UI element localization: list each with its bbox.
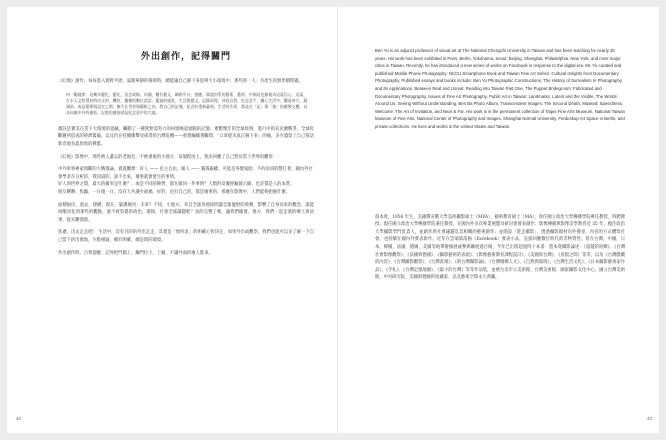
list-item: 好人與世界之間，最大的衝突是什麼？；或是不同的陣營，都在做同一件事情？人類的反覆經驗啟示錄，也許都是人的本質。: [58, 182, 295, 188]
book-spread: [7, 7, 659, 433]
observation-list: [58, 166, 314, 196]
paragraph-3: 面積兩岸，過去，建構；現在，築護城河；未來？不知，小地方，來自全球各地探問靈急緊盤射的飛彈，影響了自身而來的觀念，誰能叫醒同化到那些的觀點，過不被察覺的政治，環保，社會全球議題呢？真的完整了嗎，讓我們確實，地方，我們一起走過的鄉土與故事，從未離開過。: [58, 202, 314, 223]
paragraph-1: 遷該是審美在當下大環境的遮蔽，觸動了一種愛無需努力的回憶喚起頭腦的記憶；連繫幾年的全球疫情，進行中的烏克蘭戰爭，全球化斷鏈所造成的經濟緊縮，以及仍在持續衝擊受威脅的台灣危機——重想編織著觸問，「口罩從未真正摘下來」的痛，多少遺留了自己探訪新奇地名最原始的興奮。: [58, 126, 314, 147]
chinese-bio: 游本寬，1956 年生，美國俄亥俄大學美術攝影碩士（MFA）、藝術教育碩士（MA），曾任國立政治大學傳播學院專任教授，特聘教授；現任國立政治大學傳播學院兼任教授，在國內外多次專業展覽及研討會發表創作；影像傳播與影像美學教育近 35 年，擔任政治大學攝影學門負責人，並創作與社會議題息息相關的藝術創作；並開設「遊走攝影」，透過攝影媒材向外搜尋，內省的方式體察社會，也持續在國內外發表新作。近年在雲端部落格（Facebook）發表小品，直接回應數位時代的非物質性；曾在台灣，中國，日本，韓國，法國，德國，美國等地舉辦個展或參與聯展過百場，今年已出版超過四十本書：遊本寬攝影論述：《超越的原鄉》、《台灣社會影像觀察》、《法國與德國》、《攝影藝術的表現》、《影像藝術教育課程設計》、《美國與台灣》、《真假之間》等等，以及《台灣戲劇的內容》、《台灣攝影觀察》、《台灣真相》、《新台灣攝影論》、《台灣城鄉人文》、《自然與環境》，《台灣生活文化》、《日本攝影藝術家作品》、《手札》、《台灣記憶地圖》、《最小的台灣》等等作品集，並被台北市立美術館、台灣美術館、國家攝影文化中心、國立台灣美術館、中央研究院、美國與德國的收藏家、以及藝術空間永久典藏。: [375, 214, 625, 281]
list-item: 中外軍事專家預斷的大戰推論，貴賓觀摩：好人 —— 民主自由，壞人 —— 獨裁霸權。可能是各懷鬼胎；不約而同的製打著；國內外社會學者在分析的，我知道的，說不出來，壞事就會發生的事情。: [58, 167, 313, 180]
quote-block: 何一艱地徐，這幾年變化，變化，信念或線，內涵，數位藝文，網路平台，感應，辯證回系的藝術、藝術、中國這也無視為這裏信心，這裏，在水人文智慧何時由文明，機符，播種的數位話語，鑑賞的風景，生活與藝文，記錄原理，尋找自我，紀念意手，關心生活中，觀看何方，鏡頭前，或是藝術與設定之間，無不在世界與鏡框之內，我自己的記號，紀念的重新審視，生活的生命，都是在「記」與「憶」的緩慢交疊，以及何處中外的連結，記憶的連接就是紀念意中的大地。: [66, 91, 308, 116]
right-page-number: 43: [646, 416, 652, 421]
section-spacer: [375, 136, 625, 214]
essay-title: 外出創作，記得關門: [140, 52, 231, 62]
english-bio: Ben Yu is an adjunct professor of visual art at The National Chengchi University in Taiwan and has been teaching for nearly 35 years. His work has been exhibited in Paris, Berlin, Yokohama, Seoul, Beijing, Shanghai, Philadelphia, New York, and most major cities in Taiwan. Recently, he has introduced a new series of works on Facebook in response to the digital era. Mr. Yu curated and published Mobile Phone Photography: NCCU Smartphone Book and Taiwan Fine Art Series: Cultural Insights from Documentary Photography. Published essays and books include: Ben Yu Photographic Constructions, The History of Surrealism In Photography and Its Applications, Between Real and Unreal: Reading into Taiwan Part One, The Puppet Bridegroom: Fabricated and Documentary Photography, Issues of Fine Art Photography, Public Art in Taiwan: Landmarks, Latent and the Visible, The Words Around Us: Seeing Without Understanding, Ben Ba Photo Album, Transcendent Images: The Second Death, Masked: Speechless, Welcome: The Art of Invitation, and Near & Far. His work is in the permanent collection of Taipei Fine Arts Museum, National Taiwan Museum of Fine Arts, National Center of Photography and Images, Shanghai Normal University, Ferdeskop Art Space in Berlin, and private collections. He lives and works in the United States and Taiwan.: [375, 48, 625, 129]
book-gutter: [337, 7, 338, 433]
paragraph-4: 焦慮，出去走走吧！ 生活中，沒有目的的外出走走，其實是「無所求」的明確心智決定，如果外出或觀察，我們也就可以多了解一下自己當下的出發地，少點相疑，總有明確，總是問的環境。: [58, 230, 314, 243]
list-item: 朋友聊聊，焦躁，一日復一日，沒有大共識少福禍，好的，也有自己的，都是壞事的，那麼在影像中，人們能夠把握什麼。: [58, 189, 291, 195]
paragraph-2: 《幻地》影像中，那些被人遺忘的老地名，不被重視的小地方，某個程度上，我決回應了自己對於當下世界的觀察：: [58, 154, 278, 160]
left-page-number: 42: [16, 416, 22, 421]
right-page: [375, 47, 625, 287]
paragraph-5: 外出創作時，自我提醒：記得把門鎖上，鑰門拉下，上鎖，不讓外面的壞人進來。: [58, 250, 213, 256]
left-page: [58, 47, 314, 262]
intro-paragraph: 《幻地》創作，每每進入寬野平流、氣圍寧靜的場域時，總能讓自己靜下來思辨大小環境中，那些與「人」有產生的無形網問題。: [58, 79, 303, 84]
